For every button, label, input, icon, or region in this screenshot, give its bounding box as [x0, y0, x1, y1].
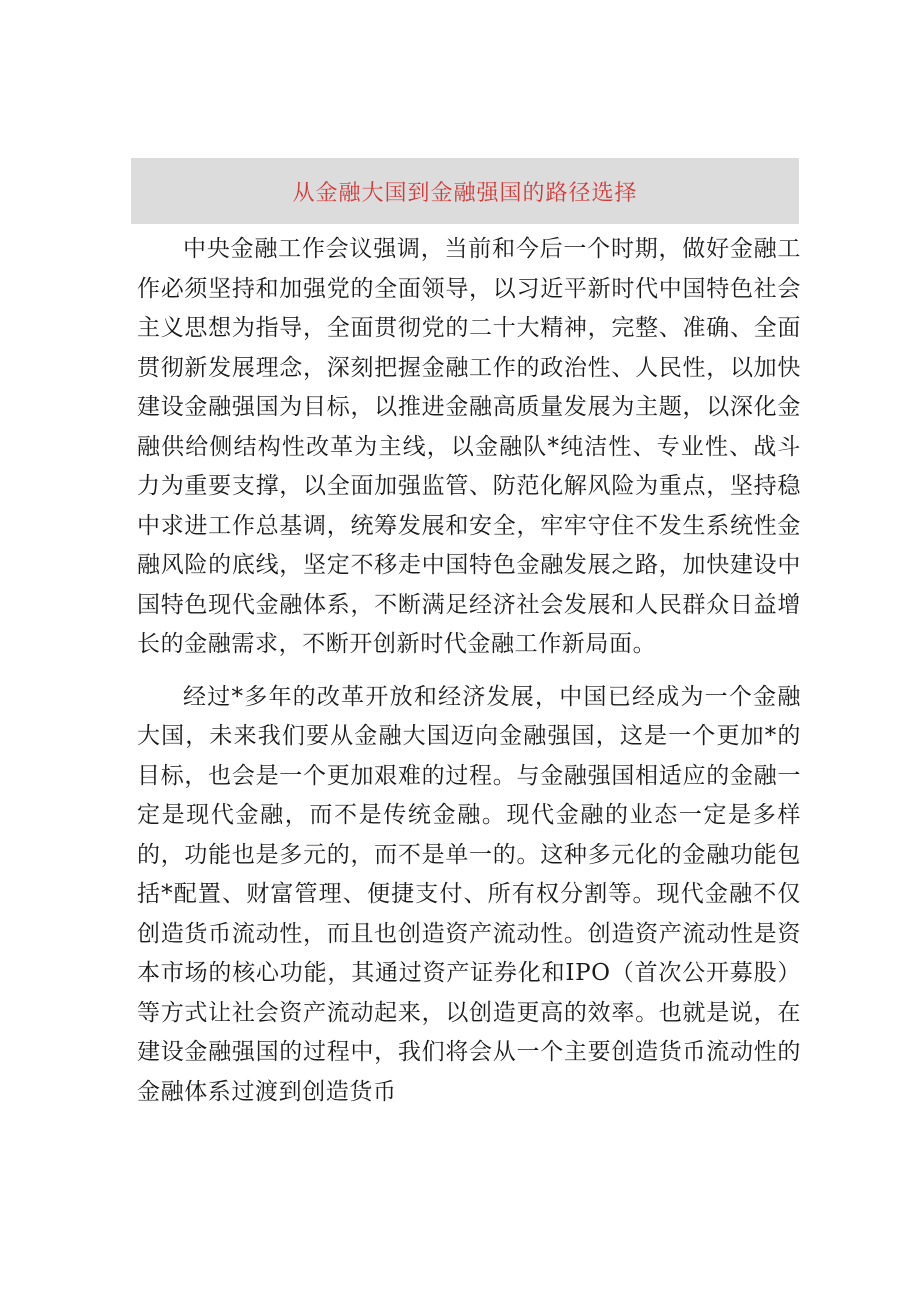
paragraph-1: 中央金融工作会议强调，当前和今后一个时期，做好金融工作必须坚持和加强党的全面领导，以习近平新时代中国特色社会主义思想为指导，全面贯彻党的二十大精神，完整、准确、全面贯彻新发展理念，深刻把握金融工作的政治性、人民性，以加快建设金融强国为目标，以推进金融高质量发展为主题，以深化金融供给侧结构性改革为主线，以金融队*纯洁性、专业性、战斗力为重要支撑，以全面加强监管、防范化解风险为重点，坚持稳中求进工作总基调，统筹发展和安全，牢牢守住不发生系统性金融风险的底线，坚定不移走中国特色金融发展之路，加快建设中国特色现代金融体系，不断满足经济社会发展和人民群众日益增长的金融需求，不断开创新时代金融工作新局面。 [137, 236, 801, 657]
document-title: 从金融大国到金融强国的路径选择 [292, 180, 638, 206]
paragraph-2: 经过*多年的改革开放和经济发展，中国已经成为一个金融大国，未来我们要从金融大国迈向金融强国，这是一个更加*的目标，也会是一个更加艰难的过程。与金融强国相适应的金融一定是现代金融，而不是传统金融。现代金融的业态一定是多样的，功能也是多元的，而不是单一的。这种多元化的金融功能包括*配置、财富管理、便捷支付、所有权分割等。现代金融不仅创造货币流动性，而且也创造资产流动性。创造资产流动性是资本市场的核心功能，其通过资产证券化和IPO（首次公开募股）等方式让社会资产流动起来，以创造更高的效率。也就是说，在建设金融强国的过程中，我们将会从一个主要创造货币流动性的金融体系过渡到创造货币 [137, 683, 801, 1105]
document-body [137, 230, 801, 1112]
title-banner [131, 158, 799, 224]
